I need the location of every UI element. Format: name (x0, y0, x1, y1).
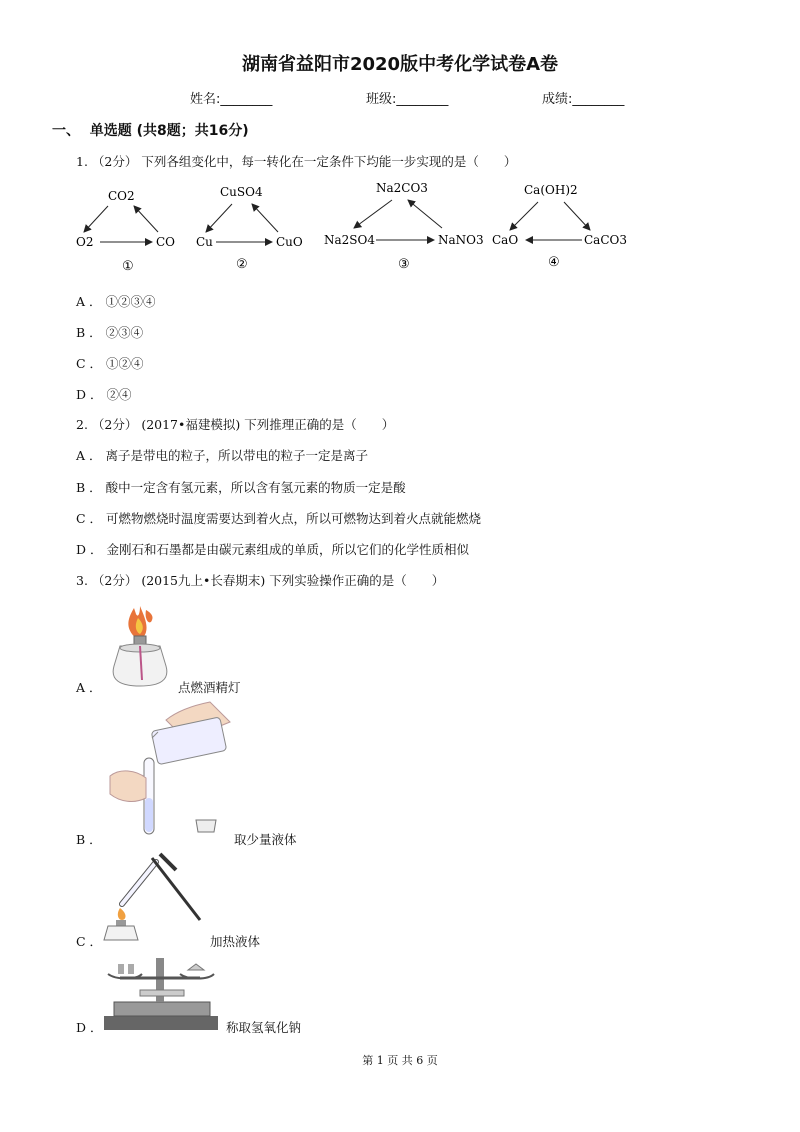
diagram-3-label: ③ (398, 257, 410, 272)
class-field (366, 88, 448, 107)
diagram-1-left: O2 (76, 235, 94, 249)
class-label: 班级: (366, 92, 397, 107)
name-blank: ________ (220, 92, 273, 107)
pouring-liquid-image (100, 698, 240, 842)
question-3-stem: 3. （2分） (2015九上•长春期末) 下列实验操作正确的是（ ） (76, 573, 445, 588)
section-heading (52, 120, 249, 140)
diagram-1-label: ① (122, 259, 134, 274)
q3-option-d-caption: 称取氢氧化钠 (226, 1020, 302, 1035)
q3-option-c-letter[interactable]: C ． (76, 934, 103, 949)
q1-option-b[interactable]: B ． ②③④ (76, 325, 144, 340)
page-footer: 第 1 页 共 6 页 (362, 1054, 438, 1067)
q3-option-a-caption: 点燃酒精灯 (178, 680, 241, 695)
q1-option-c[interactable]: C ． ①②④ (76, 356, 144, 371)
diagram-4-label: ④ (548, 255, 560, 270)
class-blank: ________ (396, 92, 449, 107)
diagram-2-left: Cu (196, 235, 213, 249)
section-title: 单选题 (共8题；共16分) (89, 123, 249, 139)
q3-option-a-letter[interactable]: A ． (76, 680, 102, 695)
page-title: 湖南省益阳市2020版中考化学试卷A卷 (241, 54, 559, 75)
diagram-2-label: ② (236, 257, 248, 272)
heating-liquid-image (100, 850, 210, 946)
name-field (190, 88, 272, 107)
q2-option-b[interactable]: B ． 酸中一定含有氢元素，所以含有氢元素的物质一定是酸 (76, 480, 406, 495)
name-label: 姓名: (190, 92, 221, 107)
score-field (542, 88, 624, 107)
diagram-4-left: CaO (492, 233, 519, 247)
q1-option-a[interactable]: A ． ①②③④ (76, 294, 156, 309)
diagram-3-right: NaNO3 (438, 233, 484, 247)
diagram-2 (196, 185, 303, 272)
diagram-3-left: Na2SO4 (324, 233, 375, 247)
question-1-stem: 1. （2分） 下列各组变化中，每一转化在一定条件下均能一步实现的是（ ） (76, 154, 517, 169)
score-label: 成绩: (542, 92, 573, 107)
q1-option-d[interactable]: D ． ②④ (76, 387, 132, 402)
score-blank: ________ (572, 92, 625, 107)
diagram-2-top: CuSO4 (220, 185, 263, 199)
section-number: 一、 (52, 123, 80, 139)
q3-option-c-caption: 加热液体 (210, 934, 261, 949)
diagram-4-top: Ca(OH)2 (524, 183, 578, 197)
diagram-4-right: CaCO3 (584, 233, 627, 247)
q2-option-d[interactable]: D ． 金刚石和石墨都是由碳元素组成的单质，所以它们的化学性质相似 (76, 542, 469, 557)
diagram-1-top: CO2 (108, 189, 135, 203)
question-1-diagrams (70, 178, 640, 278)
q3-option-b-letter[interactable]: B ． (76, 832, 102, 847)
diagram-3-top: Na2CO3 (376, 181, 428, 195)
q3-option-b-caption: 取少量液体 (234, 832, 297, 847)
diagram-1 (76, 189, 175, 274)
q2-option-c[interactable]: C ． 可燃物燃烧时温度需要达到着火点，所以可燃物达到着火点就能燃烧 (76, 511, 482, 526)
balance-scale-image (100, 950, 224, 1034)
question-2-stem: 2. （2分） (2017•福建模拟) 下列推理正确的是（ ） (76, 417, 395, 432)
q2-option-a[interactable]: A ． 离子是带电的粒子，所以带电的粒子一定是离子 (76, 448, 368, 463)
diagram-4 (492, 183, 627, 270)
diagram-1-right: CO (156, 235, 176, 249)
alcohol-lamp-image (100, 600, 180, 692)
diagram-2-right: CuO (276, 235, 303, 249)
q3-option-d-letter[interactable]: D ． (76, 1020, 103, 1035)
diagram-3 (324, 181, 484, 272)
